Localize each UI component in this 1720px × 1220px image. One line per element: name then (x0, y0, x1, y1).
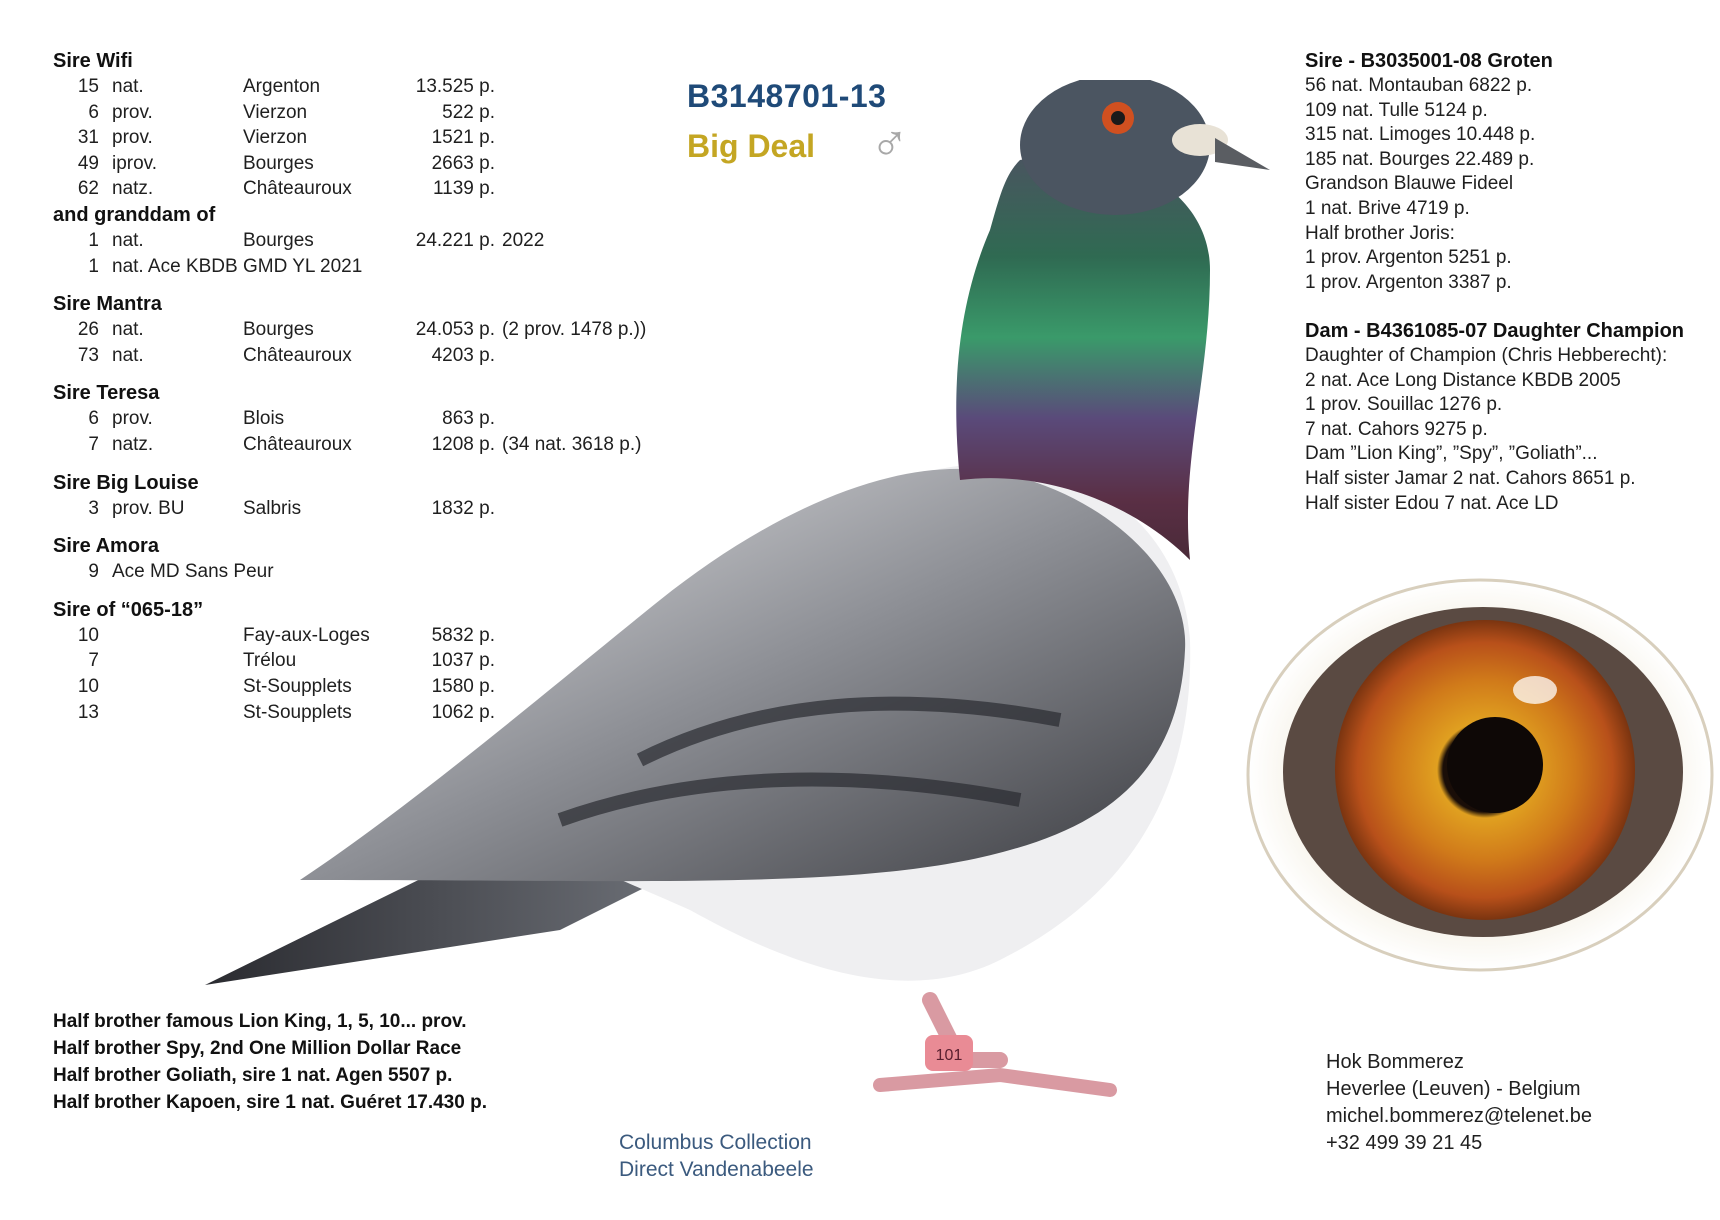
race-level: natz. (112, 433, 154, 455)
place: 31 (77, 127, 99, 149)
half-brothers-list (53, 1008, 487, 1116)
leg-ring-text: 101 (935, 1047, 963, 1064)
bird-count: 1208 p. (431, 433, 495, 455)
half-brother-line: Half brother famous Lion King, 1, 5, 10... prov. (53, 1011, 467, 1032)
place: 49 (77, 152, 99, 174)
race-level: nat. (112, 229, 144, 251)
year-note: 2022 (502, 229, 545, 251)
race-city: Salbris (243, 497, 302, 519)
pigeon-ring-number: B3148701-13 (687, 78, 887, 114)
race-city: Bourges (243, 319, 314, 341)
collection-credit (619, 1129, 814, 1183)
bird-count: 2663 p. (431, 152, 495, 174)
half-brother-line: Half brother Kapoen, sire 1 nat. Guéret 17.430 p. (53, 1092, 487, 1113)
pedigree-line: Dam ”Lion King”, ”Spy”, ”Goliath”... (1305, 443, 1598, 465)
pedigree-line: 185 nat. Bourges 22.489 p. (1305, 148, 1535, 170)
bird-count: 1832 p. (431, 497, 495, 519)
pigeon-photo (190, 80, 1270, 1120)
race-city: Châteauroux (243, 433, 352, 455)
section-title: Sire Mantra (53, 293, 162, 316)
bird-count: 5832 p. (431, 624, 495, 646)
pigeon-pupil (1111, 111, 1125, 125)
result-text: Ace MD Sans Peur (112, 561, 274, 583)
pigeon-foot (880, 1075, 1110, 1090)
section-subtitle: and granddam of (53, 203, 216, 226)
bird-count: 863 p. (442, 408, 495, 430)
race-city: Vierzon (243, 101, 308, 123)
pedigree-line: Half sister Edou 7 nat. Ace LD (1305, 492, 1559, 514)
pedigree-line: 1 nat. Brive 4719 p. (1305, 197, 1470, 219)
bird-count: 522 p. (442, 101, 495, 123)
race-level: prov. BU (112, 497, 185, 519)
pedigree-line: Half sister Jamar 2 nat. Cahors 8651 p. (1305, 467, 1636, 489)
pedigree-line: 7 nat. Cahors 9275 p. (1305, 418, 1488, 440)
race-level: iprov. (112, 152, 158, 174)
race-level: natz. (112, 178, 154, 200)
result-text: nat. Ace KBDB GMD YL 2021 (112, 255, 363, 277)
owner-name: Hok Bommerez (1326, 1051, 1464, 1073)
credit-line: Direct Vandenabeele (619, 1158, 814, 1181)
section-title: Sire Big Louise (53, 471, 199, 494)
place: 15 (77, 76, 99, 97)
place: 6 (88, 101, 99, 123)
race-level: nat. (112, 344, 144, 366)
race-city: St-Soupplets (243, 701, 352, 723)
pedigree-line: Daughter of Champion (Chris Hebberecht): (1305, 345, 1668, 366)
sire-title: Sire - B3035001-08 Groten (1305, 50, 1553, 72)
result-note: (34 nat. 3618 p.) (502, 433, 642, 455)
place: 13 (77, 701, 99, 723)
sire-pedigree (1305, 48, 1553, 295)
bird-count: 24.221 p. (415, 229, 495, 251)
race-city: Châteauroux (243, 178, 352, 200)
section-title: Sire of “065-18” (53, 598, 204, 621)
pedigree-line: 1 prov. Argenton 5251 p. (1305, 247, 1512, 269)
dam-title: Dam - B4361085-07 Daughter Champion (1305, 320, 1685, 342)
section-title: Sire Wifi (53, 50, 133, 72)
race-city: Trélou (243, 650, 297, 672)
place: 9 (88, 561, 99, 583)
pigeon-name: Big Deal (687, 128, 816, 164)
bird-count: 1521 p. (431, 127, 495, 149)
pedigree-line: 1 prov. Souillac 1276 p. (1305, 394, 1503, 416)
place: 10 (77, 624, 99, 646)
bird-count: 13.525 p. (415, 76, 495, 97)
race-city: Vierzon (243, 127, 308, 149)
race-city: Fay-aux-Loges (243, 624, 370, 646)
pigeon-beak (1215, 138, 1270, 170)
pedigree-line: 1 prov. Argenton 3387 p. (1305, 271, 1512, 293)
bird-count: 1580 p. (431, 675, 495, 697)
place: 7 (88, 650, 99, 672)
male-symbol-icon: ♂ (870, 115, 909, 173)
bird-count: 1062 p. (431, 701, 495, 723)
race-level: nat. (112, 76, 144, 97)
place: 73 (77, 344, 99, 366)
race-city: St-Soupplets (243, 675, 352, 697)
race-city: Bourges (243, 152, 314, 174)
owner-contact (1326, 1049, 1592, 1157)
bird-count: 4203 p. (431, 344, 495, 366)
eye-highlight (1513, 676, 1557, 704)
race-level: prov. (112, 127, 153, 149)
dam-pedigree (1305, 318, 1684, 516)
race-level: prov. (112, 101, 153, 123)
race-level: nat. (112, 319, 144, 341)
place: 10 (77, 675, 99, 697)
bird-count: 1037 p. (431, 650, 495, 672)
place: 26 (77, 319, 99, 341)
place: 1 (88, 229, 99, 251)
race-city: Blois (243, 408, 285, 430)
half-brother-line: Half brother Goliath, sire 1 nat. Agen 5507 p. (53, 1065, 453, 1086)
pedigree-line: Grandson Blauwe Fideel (1305, 173, 1514, 195)
race-city: Bourges (243, 229, 314, 251)
pedigree-line: 2 nat. Ace Long Distance KBDB 2005 (1305, 369, 1621, 391)
pigeon-wing (300, 469, 1185, 881)
place: 3 (88, 497, 99, 519)
place: 7 (88, 433, 99, 455)
race-city: Argenton (243, 76, 321, 97)
pedigree-line: 56 nat. Montauban 6822 p. (1305, 75, 1533, 96)
eye-pupil (1447, 717, 1543, 813)
race-city: Châteauroux (243, 344, 352, 366)
pedigree-line: Half brother Joris: (1305, 222, 1455, 244)
pedigree-line: 315 nat. Limoges 10.448 p. (1305, 124, 1536, 146)
eye-closeup-photo (1235, 560, 1715, 980)
bird-count: 24.053 p. (415, 319, 495, 341)
place: 1 (88, 255, 99, 277)
bird-count: 1139 p. (433, 178, 495, 200)
section-title: Sire Amora (53, 535, 159, 558)
owner-email[interactable]: michel.bommerez@telenet.be (1326, 1105, 1592, 1127)
place: 62 (77, 178, 99, 200)
owner-location: Heverlee (Leuven) - Belgium (1326, 1078, 1581, 1100)
section-title: Sire Teresa (53, 382, 160, 405)
place: 6 (88, 408, 99, 430)
credit-line: Columbus Collection (619, 1131, 812, 1154)
pedigree-line: 109 nat. Tulle 5124 p. (1305, 99, 1488, 121)
result-note: (2 prov. 1478 p.)) (502, 319, 647, 341)
race-level: prov. (112, 408, 153, 430)
half-brother-line: Half brother Spy, 2nd One Million Dollar Race (53, 1038, 462, 1059)
owner-phone[interactable]: +32 499 39 21 45 (1326, 1132, 1483, 1154)
